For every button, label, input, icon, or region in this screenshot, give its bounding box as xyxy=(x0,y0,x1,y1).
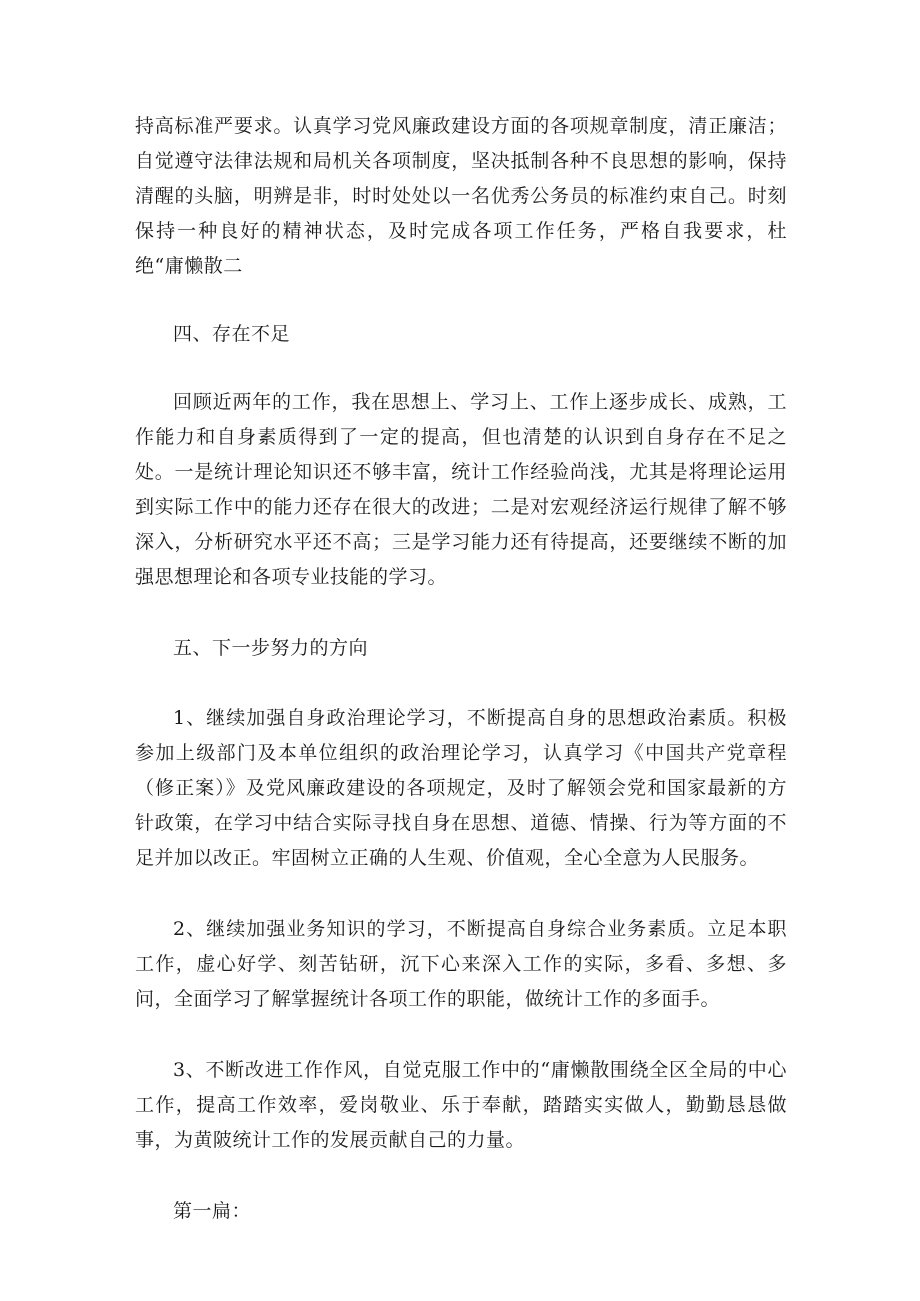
next-step-item-2: 2、继续加强业务知识的学习，不断提高自身综合业务素质。立足本职工作，虚心好学、刻苦钻研，沉下心来深入工作的实际，多看、多想、多问，全面学习了解掌握统计各项工作的职能，做统计工作的多面手。 xyxy=(135,918,787,1010)
section-heading-next-steps: 五、下一步努力的方向 xyxy=(173,637,369,659)
intro-paragraph: 持高标准严要求。认真学习党风廉政建设方面的各项规章制度，清正廉洁；自觉遵守法律法规和局机关各项制度，坚决抵制各种不良思想的影响，保持清醒的头脑，明辨是非，时时处处以一名优秀公务员的标准约束自己。时刻保持一种良好的精神状态，及时完成各项工作任务，严格自我要求，杜绝“庸懒散二 xyxy=(135,115,787,277)
document-body xyxy=(135,109,787,1229)
next-step-item-1: 1、继续加强自身政治理论学习，不断提高自身的思想政治素质。积极参加上级部门及本单位组织的政治理论学习，认真学习《中国共产党章程（修正案）》及党风廉政建设的各项规定，及时了解领会党和国家最新的方针政策，在学习中结合实际寻找自身在思想、道德、情操、行为等方面的不足并加以改正。牢固树立正确的人生观、价值观，全心全意为人民服务。 xyxy=(135,707,787,869)
next-step-item-3: 3、不断改进工作作风，自觉克服工作中的“庸懒散围绕全区全局的中心工作，提高工作效率，爱岗敬业、乐于奉献，踏踏实实做人，勤勤恳恳做事，为黄陂统计工作的发展贡献自己的力量。 xyxy=(135,1059,787,1151)
section-heading-shortcomings: 四、存在不足 xyxy=(173,323,291,345)
section-heading-first: 第一扁： xyxy=(173,1200,252,1222)
shortcomings-paragraph: 回顾近两年的工作，我在思想上、学习上、工作上逐步成长、成熟，工作能力和自身素质得到了一定的提高，但也清楚的认识到自身存在不足之处。一是统计理论知识还不够丰富，统计工作经验尚浅，尤其是将理论运用到实际工作中的能力还存在很大的改进；二是对宏观经济运行规律了解不够深入，分析研究水平还不高；三是学习能力还有待提高，还要继续不断的加强思想理论和各项专业技能的学习。 xyxy=(135,391,787,588)
